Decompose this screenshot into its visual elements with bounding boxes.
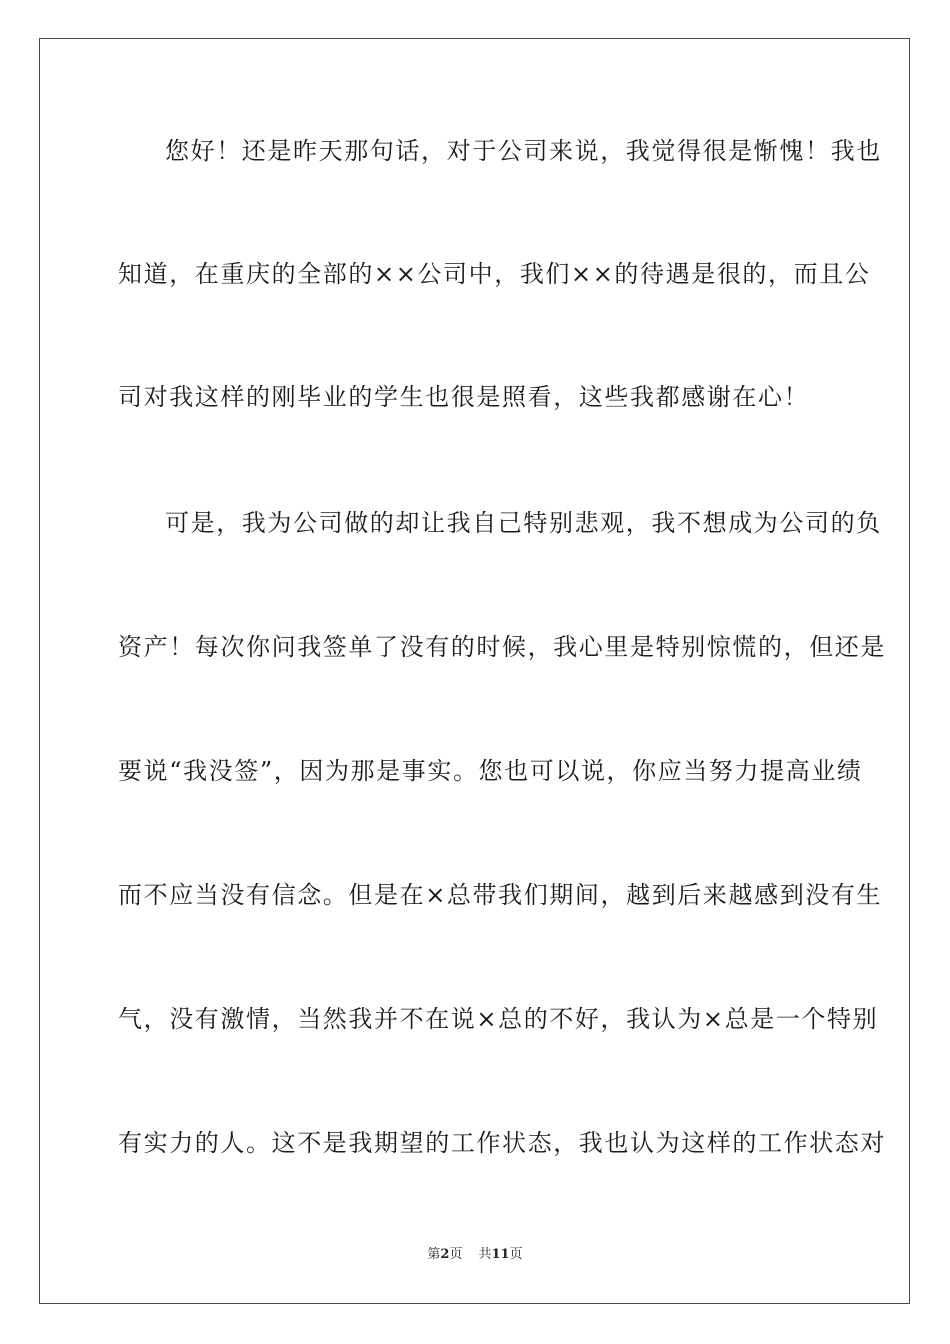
total-prefix: 共 <box>478 1247 492 1262</box>
total-suffix: 页 <box>509 1247 523 1262</box>
page-border <box>39 38 910 1304</box>
text-line-6: 要说“我没签”，因为那是事实。您也可以说，你应当努力提高业绩 <box>118 757 863 785</box>
text-line-1: 您好！还是昨天那句话，对于公司来说，我觉得很是惭愧！我也 <box>165 137 882 165</box>
text-line-9: 有实力的人。这不是我期望的工作状态，我也认为这样的工作状态对 <box>118 1129 886 1157</box>
text-line-4: 可是，我为公司做的却让我自己特别悲观，我不想成为公司的负 <box>165 509 882 537</box>
text-line-3: 司对我这样的刚毕业的学生也很是照看，这些我都感谢在心！ <box>118 383 810 411</box>
page-number: 2 <box>440 1247 450 1262</box>
text-line-8: 气，没有激情，当然我并不在说×总的不好，我认为×总是一个特别 <box>118 1005 879 1033</box>
page-suffix: 页 <box>449 1247 463 1262</box>
text-line-5: 资产！每次你问我签单了没有的时候，我心里是特别惊慌的，但还是 <box>118 633 886 661</box>
page-prefix: 第 <box>427 1247 441 1262</box>
page-footer <box>0 1246 950 1264</box>
text-line-2: 知道，在重庆的全部的××公司中，我们××的待遇是很的，而且公 <box>118 260 871 288</box>
total-pages: 11 <box>491 1247 510 1262</box>
text-line-7: 而不应当没有信念。但是在×总带我们期间，越到后来越感到没有生 <box>118 881 883 909</box>
